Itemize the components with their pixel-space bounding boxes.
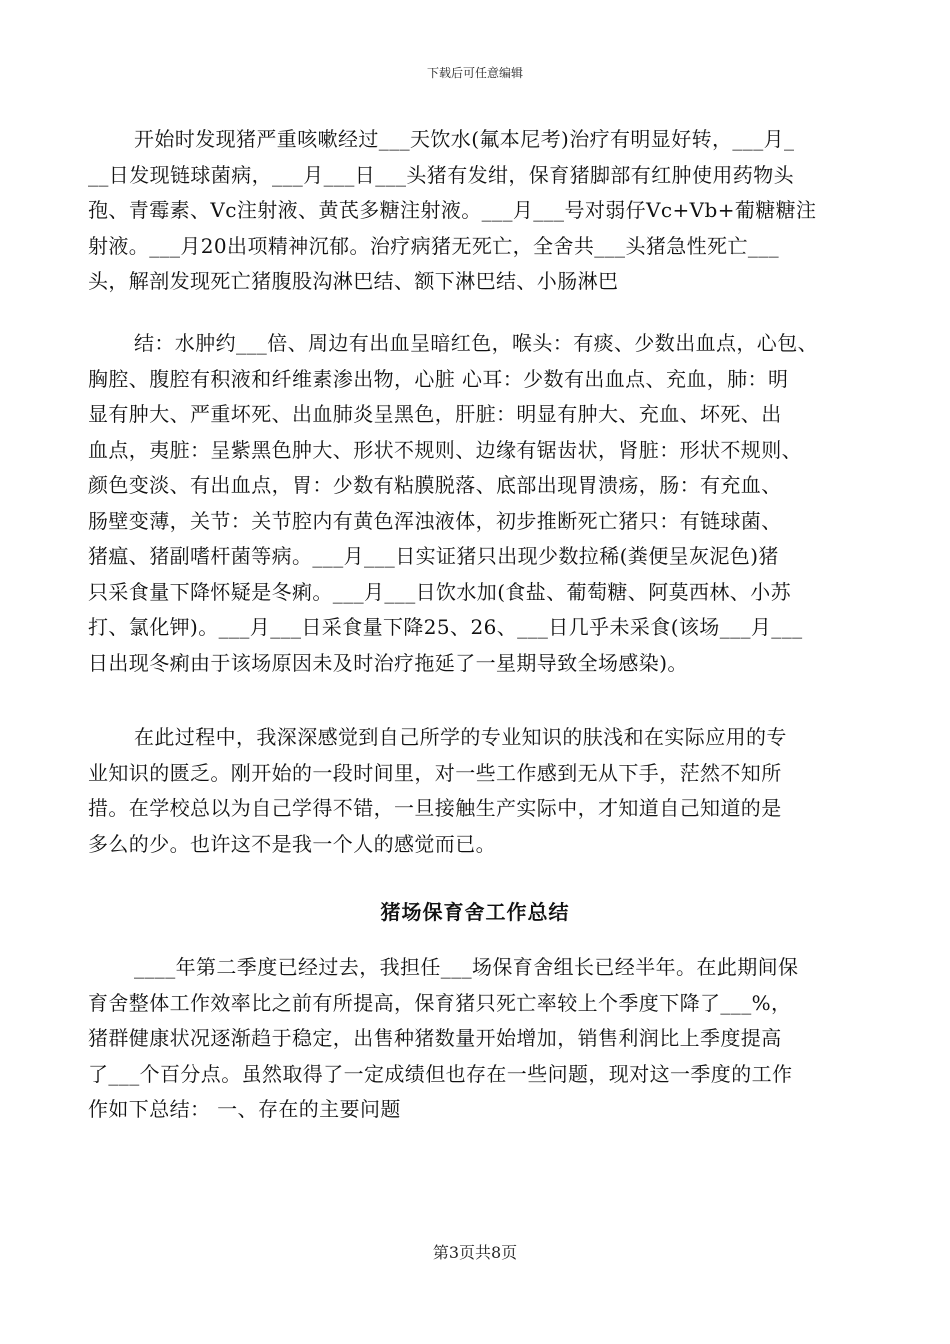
text-line: 猪瘟、猪副嗜杆菌等病。___月___日实证猪只出现少数拉稀(粪便呈灰泥色)猪 (88, 544, 779, 568)
text-line: 日出现冬痢由于该场原因未及时治疗拖延了一星期导致全场感染)。 (88, 650, 688, 675)
text-line: 措。在学校总以为自己学得不错，一旦接触生产实际中，才知道自己知道的是 (88, 796, 782, 820)
text-line: 打、氯化钾)。___月___日采食量下降25、26、___日几乎未采食(该场___月___ (88, 615, 803, 639)
text-line: 只采食量下降怀疑是冬痢。___月___日饮水加(食盐、葡萄糖、阿莫西林、小苏 (88, 579, 792, 604)
text-line: 胸腔、腹腔有积液和纤维素渗出物，心脏 心耳：少数有出血点、充血，肺：明 (88, 366, 789, 391)
page-number: 第3页共8页 (432, 1243, 518, 1262)
text-line: 育舍整体工作效率比之前有所提高，保育猪只死亡率较上个季度下降了___%， (88, 990, 792, 1015)
text-line: 多么的少。也许这不是我一个人的感觉而已。 (88, 831, 496, 856)
text-line: 开始时发现猪严重咳嗽经过___天饮水(氟本尼考)治疗有明显好转，___月_ (134, 127, 795, 151)
text-line: 作如下总结： 一、存在的主要问题 (88, 1097, 401, 1121)
section-title: 猪场保育舍工作总结 (380, 900, 570, 924)
paragraph-autopsy-findings (88, 326, 868, 681)
text-line: 肠壁变薄，关节：关节腔内有黄色浑浊液体，初步推断死亡猪只：有链球菌、 (88, 508, 782, 533)
text-line: 孢、青霉素、Vc注射液、黄芪多糖注射液。___月___号对弱仔Vc+Vb+葡糖糖注 (88, 198, 817, 222)
text-line: 猪群健康状况逐渐趋于稳定，出售种猪数量开始增加，销售利润比上季度提高 (88, 1026, 782, 1050)
text-line: 射液。___月20出项精神沉郁。治疗病猪无死亡，全舍共___头猪急性死亡___ (88, 233, 780, 258)
text-line: 了___个百分点。虽然取得了一定成绩但也存在一些问题，现对这一季度的工作 (88, 1061, 793, 1086)
paragraph-reflection (88, 720, 868, 862)
text-line: ____年第二季度已经过去，我担任___场保育舍组长已经半年。在此期间保 (134, 955, 799, 979)
text-line: 显有肿大、严重坏死、出血肺炎呈黑色，肝脏：明显有肿大、充血、坏死、出 (88, 402, 782, 426)
text-line: 颜色变淡、有出血点，胃：少数有粘膜脱落、底部出现胃溃疡，肠：有充血、 (88, 473, 782, 497)
paragraph-treatment-record (88, 122, 868, 300)
text-line: 在此过程中，我深深感觉到自己所学的专业知识的肤浅和在实际应用的专 (134, 725, 787, 749)
text-line: 业知识的匮乏。刚开始的一段时间里，对一些工作感到无从下手，茫然不知所 (88, 760, 782, 785)
text-line: 结：水肿约___倍、周边有出血呈暗红色，喉头：有痰、少数出血点，心包、 (134, 331, 818, 355)
text-line: __日发现链球菌病，___月___日___头猪有发绀，保育猪脚部有红肿使用药物头 (88, 162, 794, 187)
text-line: 头，解剖发现死亡猪腹股沟淋巴结、额下淋巴结、小肠淋巴 (88, 269, 619, 293)
page-header: 下载后可任意编辑 (426, 66, 523, 80)
text-line: 血点，夷脏：呈紫黑色肿大、形状不规则、边缘有锯齿状，肾脏：形状不规则、 (88, 437, 802, 462)
paragraph-summary-intro (88, 950, 868, 1128)
